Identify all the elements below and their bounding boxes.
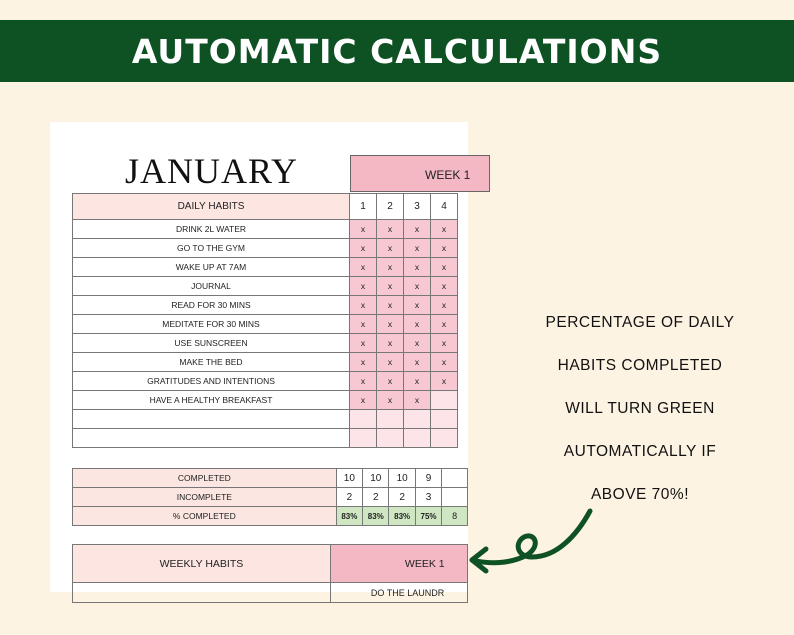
habit-checkbox-cell[interactable]: x bbox=[377, 220, 404, 239]
habit-row bbox=[73, 372, 458, 391]
daily-habits-header: DAILY HABITS bbox=[73, 194, 350, 220]
summary-value-cell: 9 bbox=[415, 469, 441, 488]
habit-row bbox=[73, 296, 458, 315]
habit-checkbox-cell[interactable]: x bbox=[377, 239, 404, 258]
habit-checkbox-cell[interactable]: x bbox=[350, 220, 377, 239]
habit-checkbox-cell[interactable]: x bbox=[377, 372, 404, 391]
habit-checkbox-cell[interactable]: x bbox=[377, 334, 404, 353]
habit-checkbox-cell[interactable]: x bbox=[404, 353, 431, 372]
summary-value-cell: 2 bbox=[336, 488, 362, 507]
callout-line: WILL TURN GREEN bbox=[565, 400, 715, 417]
weekly-habits-table bbox=[72, 544, 468, 603]
callout-text bbox=[505, 312, 775, 527]
habit-checkbox-cell[interactable]: x bbox=[350, 353, 377, 372]
habit-checkbox-cell[interactable]: x bbox=[404, 372, 431, 391]
day-number: 2 bbox=[377, 194, 404, 220]
habit-checkbox-cell[interactable]: x bbox=[431, 220, 458, 239]
habit-name bbox=[73, 429, 350, 448]
callout-line: ABOVE 70%! bbox=[590, 486, 690, 503]
summary-trailing-cell bbox=[442, 488, 468, 507]
habit-checkbox-cell[interactable] bbox=[404, 429, 431, 448]
day-number: 1 bbox=[350, 194, 377, 220]
habit-checkbox-cell[interactable]: x bbox=[350, 334, 377, 353]
habit-checkbox-cell[interactable]: x bbox=[350, 315, 377, 334]
summary-trailing-cell: 8 bbox=[442, 507, 468, 526]
weekly-habits-header: WEEKLY HABITS bbox=[73, 545, 331, 583]
weekly-habit-item: DO THE LAUNDR bbox=[330, 583, 467, 603]
habit-name: READ FOR 30 MINS bbox=[73, 296, 350, 315]
habit-row bbox=[73, 410, 458, 429]
banner-title: AUTOMATIC CALCULATIONS bbox=[131, 31, 663, 71]
habit-checkbox-cell[interactable]: x bbox=[350, 372, 377, 391]
habit-row bbox=[73, 391, 458, 410]
habit-row bbox=[73, 353, 458, 372]
habit-row bbox=[73, 315, 458, 334]
habit-checkbox-cell[interactable]: x bbox=[404, 391, 431, 410]
habit-row bbox=[73, 429, 458, 448]
habit-row bbox=[73, 334, 458, 353]
callout-line: HABITS COMPLETED bbox=[557, 357, 723, 374]
weekly-habits-section bbox=[72, 544, 468, 603]
habit-tracker-sheet bbox=[50, 122, 471, 598]
percent-completed-cell: 83% bbox=[389, 507, 415, 526]
percent-completed-cell: 83% bbox=[336, 507, 362, 526]
day-number: 3 bbox=[404, 194, 431, 220]
summary-row bbox=[73, 507, 468, 526]
habit-name: MAKE THE BED bbox=[73, 353, 350, 372]
summary-label: % COMPLETED bbox=[73, 507, 337, 526]
habit-checkbox-cell[interactable]: x bbox=[350, 239, 377, 258]
habit-checkbox-cell[interactable] bbox=[377, 429, 404, 448]
curly-arrow-icon bbox=[462, 505, 602, 580]
weekly-habit-name bbox=[73, 583, 331, 603]
percent-completed-cell: 83% bbox=[363, 507, 389, 526]
month-title: JANUARY bbox=[125, 151, 299, 191]
habit-checkbox-cell[interactable]: x bbox=[431, 353, 458, 372]
habit-row bbox=[73, 258, 458, 277]
percent-completed-cell: 75% bbox=[415, 507, 441, 526]
habit-checkbox-cell[interactable]: x bbox=[404, 277, 431, 296]
habit-checkbox-cell[interactable]: x bbox=[377, 391, 404, 410]
habit-row bbox=[73, 220, 458, 239]
habit-checkbox-cell[interactable]: x bbox=[404, 296, 431, 315]
summary-value-cell: 10 bbox=[389, 469, 415, 488]
habit-checkbox-cell[interactable]: x bbox=[377, 258, 404, 277]
habit-name: GO TO THE GYM bbox=[73, 239, 350, 258]
habit-checkbox-cell[interactable]: x bbox=[404, 315, 431, 334]
summary-row bbox=[73, 469, 468, 488]
habit-checkbox-cell[interactable] bbox=[404, 410, 431, 429]
week-header bbox=[350, 155, 490, 192]
habit-name: GRATITUDES AND INTENTIONS bbox=[73, 372, 350, 391]
habit-row bbox=[73, 239, 458, 258]
habit-checkbox-cell[interactable] bbox=[350, 410, 377, 429]
habit-checkbox-cell[interactable]: x bbox=[431, 372, 458, 391]
habit-name: DRINK 2L WATER bbox=[73, 220, 350, 239]
habit-name: HAVE A HEALTHY BREAKFAST bbox=[73, 391, 350, 410]
habit-checkbox-cell[interactable] bbox=[350, 429, 377, 448]
habit-checkbox-cell[interactable]: x bbox=[431, 239, 458, 258]
habit-checkbox-cell[interactable]: x bbox=[404, 220, 431, 239]
habit-checkbox-cell[interactable]: x bbox=[431, 315, 458, 334]
habit-name bbox=[73, 410, 350, 429]
habit-name: USE SUNSCREEN bbox=[73, 334, 350, 353]
habit-checkbox-cell[interactable] bbox=[431, 410, 458, 429]
summary-value-cell: 10 bbox=[363, 469, 389, 488]
day-number: 4 bbox=[431, 194, 458, 220]
header-banner bbox=[0, 20, 794, 82]
habit-checkbox-cell[interactable]: x bbox=[377, 315, 404, 334]
summary-value-cell: 2 bbox=[363, 488, 389, 507]
summary-trailing-cell bbox=[442, 469, 468, 488]
habit-checkbox-cell[interactable] bbox=[377, 410, 404, 429]
summary-label: COMPLETED bbox=[73, 469, 337, 488]
summary-table bbox=[72, 468, 468, 526]
habit-checkbox-cell[interactable]: x bbox=[350, 391, 377, 410]
habit-name: MEDITATE FOR 30 MINS bbox=[73, 315, 350, 334]
habit-name: JOURNAL bbox=[73, 277, 350, 296]
habit-checkbox-cell[interactable]: x bbox=[431, 277, 458, 296]
habit-checkbox-cell[interactable]: x bbox=[404, 239, 431, 258]
habit-row bbox=[73, 277, 458, 296]
habit-checkbox-cell[interactable]: x bbox=[350, 277, 377, 296]
habit-checkbox-cell[interactable]: x bbox=[404, 334, 431, 353]
habit-checkbox-cell[interactable]: x bbox=[350, 258, 377, 277]
habit-checkbox-cell[interactable]: x bbox=[431, 334, 458, 353]
summary-row bbox=[73, 488, 468, 507]
daily-habits-table bbox=[72, 193, 458, 448]
habit-checkbox-cell[interactable] bbox=[431, 391, 458, 410]
habit-checkbox-cell[interactable]: x bbox=[350, 296, 377, 315]
daily-header-row bbox=[73, 194, 458, 220]
habit-checkbox-cell[interactable]: x bbox=[404, 258, 431, 277]
habit-name: WAKE UP AT 7AM bbox=[73, 258, 350, 277]
habit-checkbox-cell[interactable]: x bbox=[431, 296, 458, 315]
habit-checkbox-cell[interactable] bbox=[431, 429, 458, 448]
callout-line: AUTOMATICALLY IF bbox=[563, 443, 717, 460]
summary-label: INCOMPLETE bbox=[73, 488, 337, 507]
callout-line: PERCENTAGE OF DAILY bbox=[545, 314, 735, 331]
habit-checkbox-cell[interactable]: x bbox=[377, 353, 404, 372]
habit-checkbox-cell[interactable]: x bbox=[431, 258, 458, 277]
week-label: WEEK 1 bbox=[425, 168, 471, 182]
weekly-week-label: WEEK 1 bbox=[330, 545, 467, 583]
habit-checkbox-cell[interactable]: x bbox=[377, 277, 404, 296]
summary-value-cell: 2 bbox=[389, 488, 415, 507]
summary-value-cell: 10 bbox=[336, 469, 362, 488]
habit-checkbox-cell[interactable]: x bbox=[377, 296, 404, 315]
summary-value-cell: 3 bbox=[415, 488, 441, 507]
